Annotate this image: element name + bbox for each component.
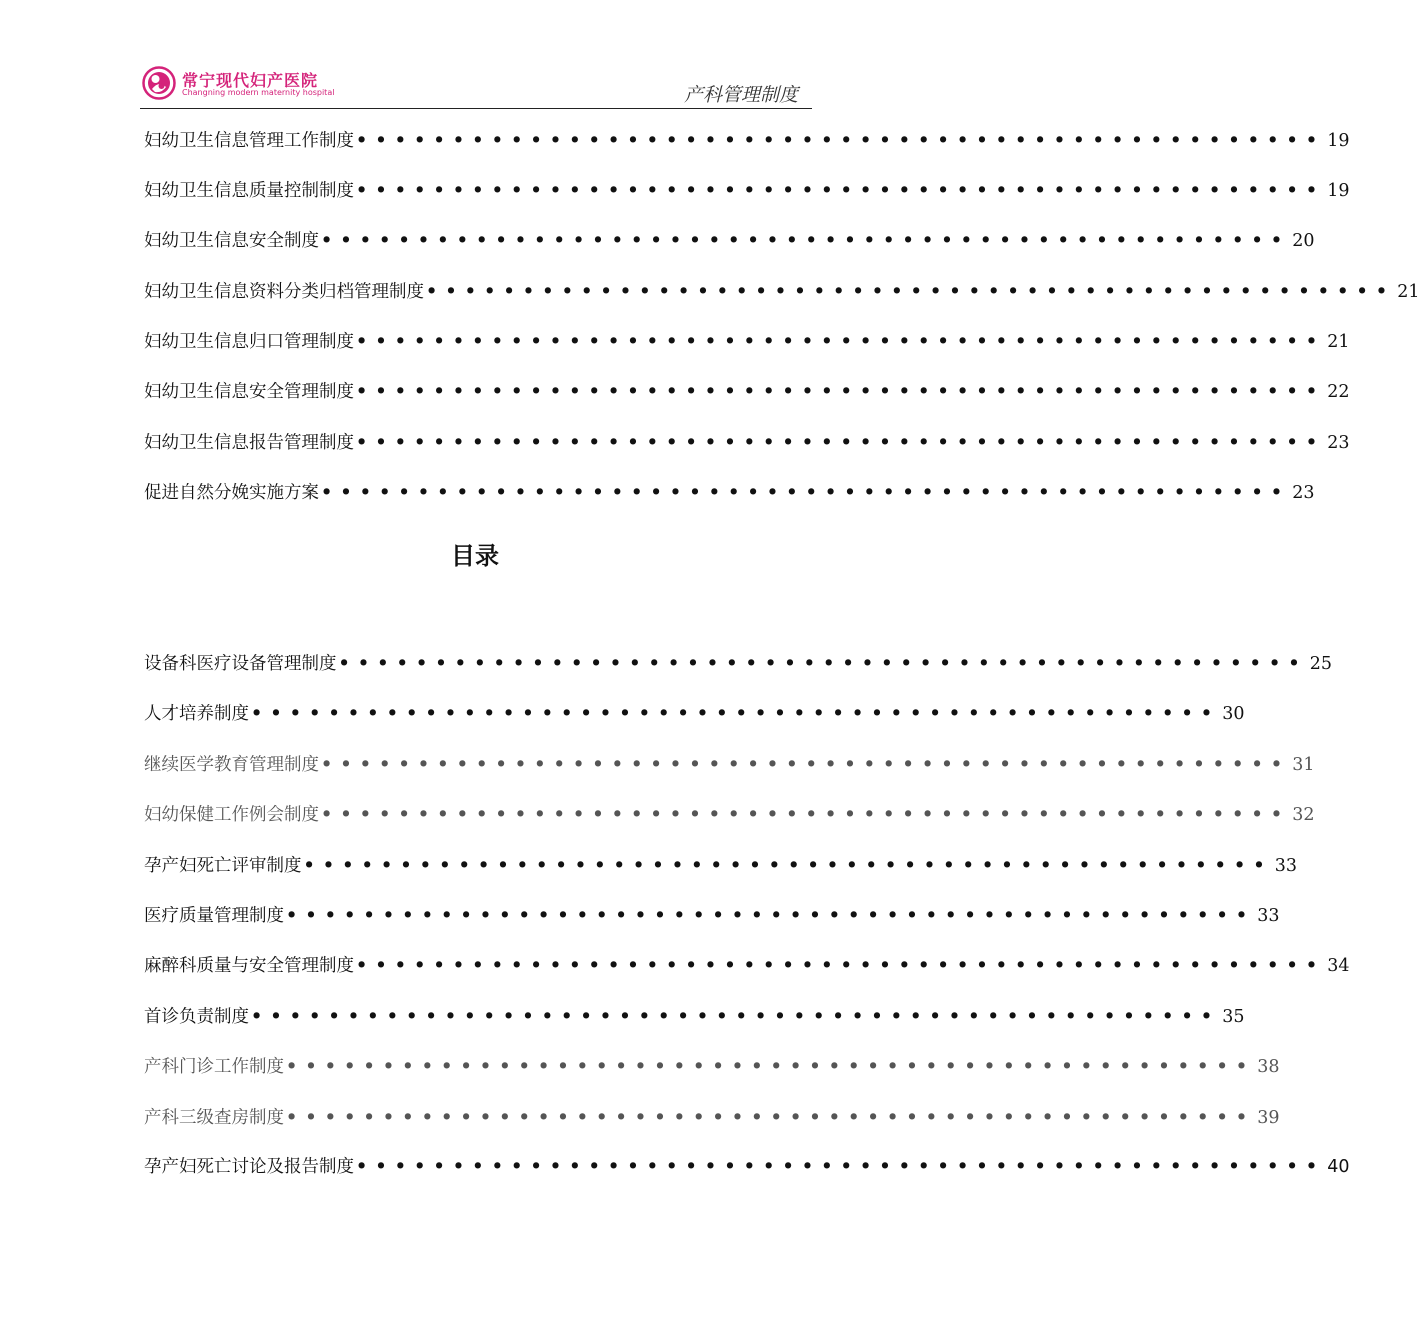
toc-entry-page: 19 xyxy=(1327,181,1350,201)
toc-entry-page: 22 xyxy=(1327,382,1350,402)
toc-entry-page: 38 xyxy=(1257,1057,1280,1077)
toc-dot-leader: •••••••••••••••••••••••••••••••••••••••••••••••••• xyxy=(286,1108,1256,1128)
toc-entry[interactable] xyxy=(144,902,1280,930)
toc-entry[interactable] xyxy=(144,227,1315,255)
toc-entry[interactable] xyxy=(144,1053,1280,1081)
toc-entry-page: 23 xyxy=(1292,483,1315,503)
toc-dot-leader: •••••••••••••••••••••••••••••••••••••••••••••••••• xyxy=(356,382,1326,402)
toc-entry-page: 20 xyxy=(1292,231,1315,251)
toc-entry[interactable] xyxy=(144,650,1333,678)
toc-entry-title: 产科门诊工作制度 xyxy=(144,1057,284,1077)
toc-entry-page: 33 xyxy=(1257,906,1280,926)
toc-entry-title: 妇幼保健工作例会制度 xyxy=(144,805,319,825)
page-header xyxy=(140,64,812,109)
toc-dot-leader: •••••••••••••••••••••••••••••••••••••••••••••••••• xyxy=(321,755,1291,775)
toc-dot-leader: •••••••••••••••••••••••••••••••••••••••••••••••••• xyxy=(356,332,1326,352)
toc-entry-title: 继续医学教育管理制度 xyxy=(144,755,319,775)
toc-entry-page: 39 xyxy=(1257,1108,1280,1128)
toc-entry[interactable] xyxy=(144,278,1420,306)
toc-entry-title: 妇幼卫生信息报告管理制度 xyxy=(144,433,354,453)
toc-dot-leader: •••••••••••••••••••••••••••••••••••••••••••••••••• xyxy=(286,906,1256,926)
toc-dot-leader: •••••••••••••••••••••••••••••••••••••••••••••••••• xyxy=(251,704,1221,724)
hospital-name: 常宁现代妇产医院 xyxy=(182,71,319,90)
toc-dot-leader: •••••••••••••••••••••••••••••••••••••••••••••••••• xyxy=(356,181,1326,201)
toc-dot-leader: •••••••••••••••••••••••••••••••••••••••••••••••••• xyxy=(426,282,1396,302)
toc-entry[interactable] xyxy=(144,751,1315,779)
toc-entry[interactable] xyxy=(144,378,1350,406)
toc-dot-leader: •••••••••••••••••••••••••••••••••••••••••••••••••• xyxy=(321,805,1291,825)
toc-entry-title: 医疗质量管理制度 xyxy=(144,906,284,926)
toc-entry-title: 妇幼卫生信息归口管理制度 xyxy=(144,332,354,352)
toc-entry-title: 孕产妇死亡讨论及报告制度 xyxy=(144,1157,354,1177)
toc-dot-leader: •••••••••••••••••••••••••••••••••••••••••••••••••• xyxy=(303,856,1273,876)
toc-entry-title: 麻醉科质量与安全管理制度 xyxy=(144,956,354,976)
hospital-logo-icon xyxy=(142,66,176,100)
toc-entry-title: 首诊负责制度 xyxy=(144,1007,249,1027)
toc-entry-page: 40 xyxy=(1327,1157,1350,1177)
toc-dot-leader: •••••••••••••••••••••••••••••••••••••••••••••••••• xyxy=(321,231,1291,251)
toc-entry-title: 妇幼卫生信息资料分类归档管理制度 xyxy=(144,282,424,302)
toc-dot-leader: •••••••••••••••••••••••••••••••••••••••••••••••••• xyxy=(321,483,1291,503)
hospital-name-english: Changning modern maternity hospital xyxy=(182,88,335,97)
toc-entry-title: 设备科医疗设备管理制度 xyxy=(144,654,337,674)
toc-dot-leader: •••••••••••••••••••••••••••••••••••••••••••••••••• xyxy=(338,654,1308,674)
toc-entry-page: 31 xyxy=(1292,755,1315,775)
toc-entry-title: 孕产妇死亡评审制度 xyxy=(144,856,302,876)
toc-entry-page: 35 xyxy=(1222,1007,1245,1027)
toc-entry-page: 21 xyxy=(1327,332,1350,352)
toc-entry[interactable] xyxy=(144,952,1350,980)
document-title: 产科管理制度 xyxy=(683,84,798,106)
toc-entry-title: 人才培养制度 xyxy=(144,704,249,724)
toc-entry[interactable] xyxy=(144,328,1350,356)
toc-dot-leader: •••••••••••••••••••••••••••••••••••••••••••••••••• xyxy=(356,1157,1326,1177)
toc-entry[interactable] xyxy=(144,1104,1280,1132)
toc-entry-page: 23 xyxy=(1327,433,1350,453)
toc-entry-page: 32 xyxy=(1292,805,1315,825)
toc-dot-leader: •••••••••••••••••••••••••••••••••••••••••••••••••• xyxy=(356,956,1326,976)
toc-dot-leader: •••••••••••••••••••••••••••••••••••••••••••••••••• xyxy=(286,1057,1256,1077)
toc-entry-page: 19 xyxy=(1327,131,1350,151)
toc-entry[interactable] xyxy=(144,801,1315,829)
toc-entry[interactable] xyxy=(144,177,1350,205)
toc-entry-page: 34 xyxy=(1327,956,1350,976)
toc-dot-leader: •••••••••••••••••••••••••••••••••••••••••••••••••• xyxy=(251,1007,1221,1027)
toc-entry-title: 妇幼卫生信息安全制度 xyxy=(144,231,319,251)
toc-entry-page: 21 xyxy=(1397,282,1420,302)
toc-entry[interactable] xyxy=(144,700,1245,728)
toc-entry[interactable] xyxy=(144,1153,1350,1181)
toc-entry-title: 产科三级查房制度 xyxy=(144,1108,284,1128)
toc-entry[interactable] xyxy=(144,479,1315,507)
toc-entry[interactable] xyxy=(144,127,1350,155)
toc-entry-title: 妇幼卫生信息安全管理制度 xyxy=(144,382,354,402)
toc-entry-page: 25 xyxy=(1309,654,1333,674)
toc-entry-title: 促进自然分娩实施方案 xyxy=(144,483,319,503)
toc-entry-title: 妇幼卫生信息管理工作制度 xyxy=(144,131,354,151)
toc-dot-leader: •••••••••••••••••••••••••••••••••••••••••••••••••• xyxy=(356,131,1326,151)
toc-entry[interactable] xyxy=(144,429,1350,457)
toc-heading: 目录 xyxy=(451,542,499,570)
toc-entry-page: 30 xyxy=(1222,704,1245,724)
toc-entry[interactable] xyxy=(144,852,1298,880)
toc-entry-title: 妇幼卫生信息质量控制制度 xyxy=(144,181,354,201)
toc-entry[interactable] xyxy=(144,1003,1245,1031)
toc-dot-leader: •••••••••••••••••••••••••••••••••••••••••••••••••• xyxy=(356,433,1326,453)
toc-entry-page: 33 xyxy=(1274,856,1298,876)
